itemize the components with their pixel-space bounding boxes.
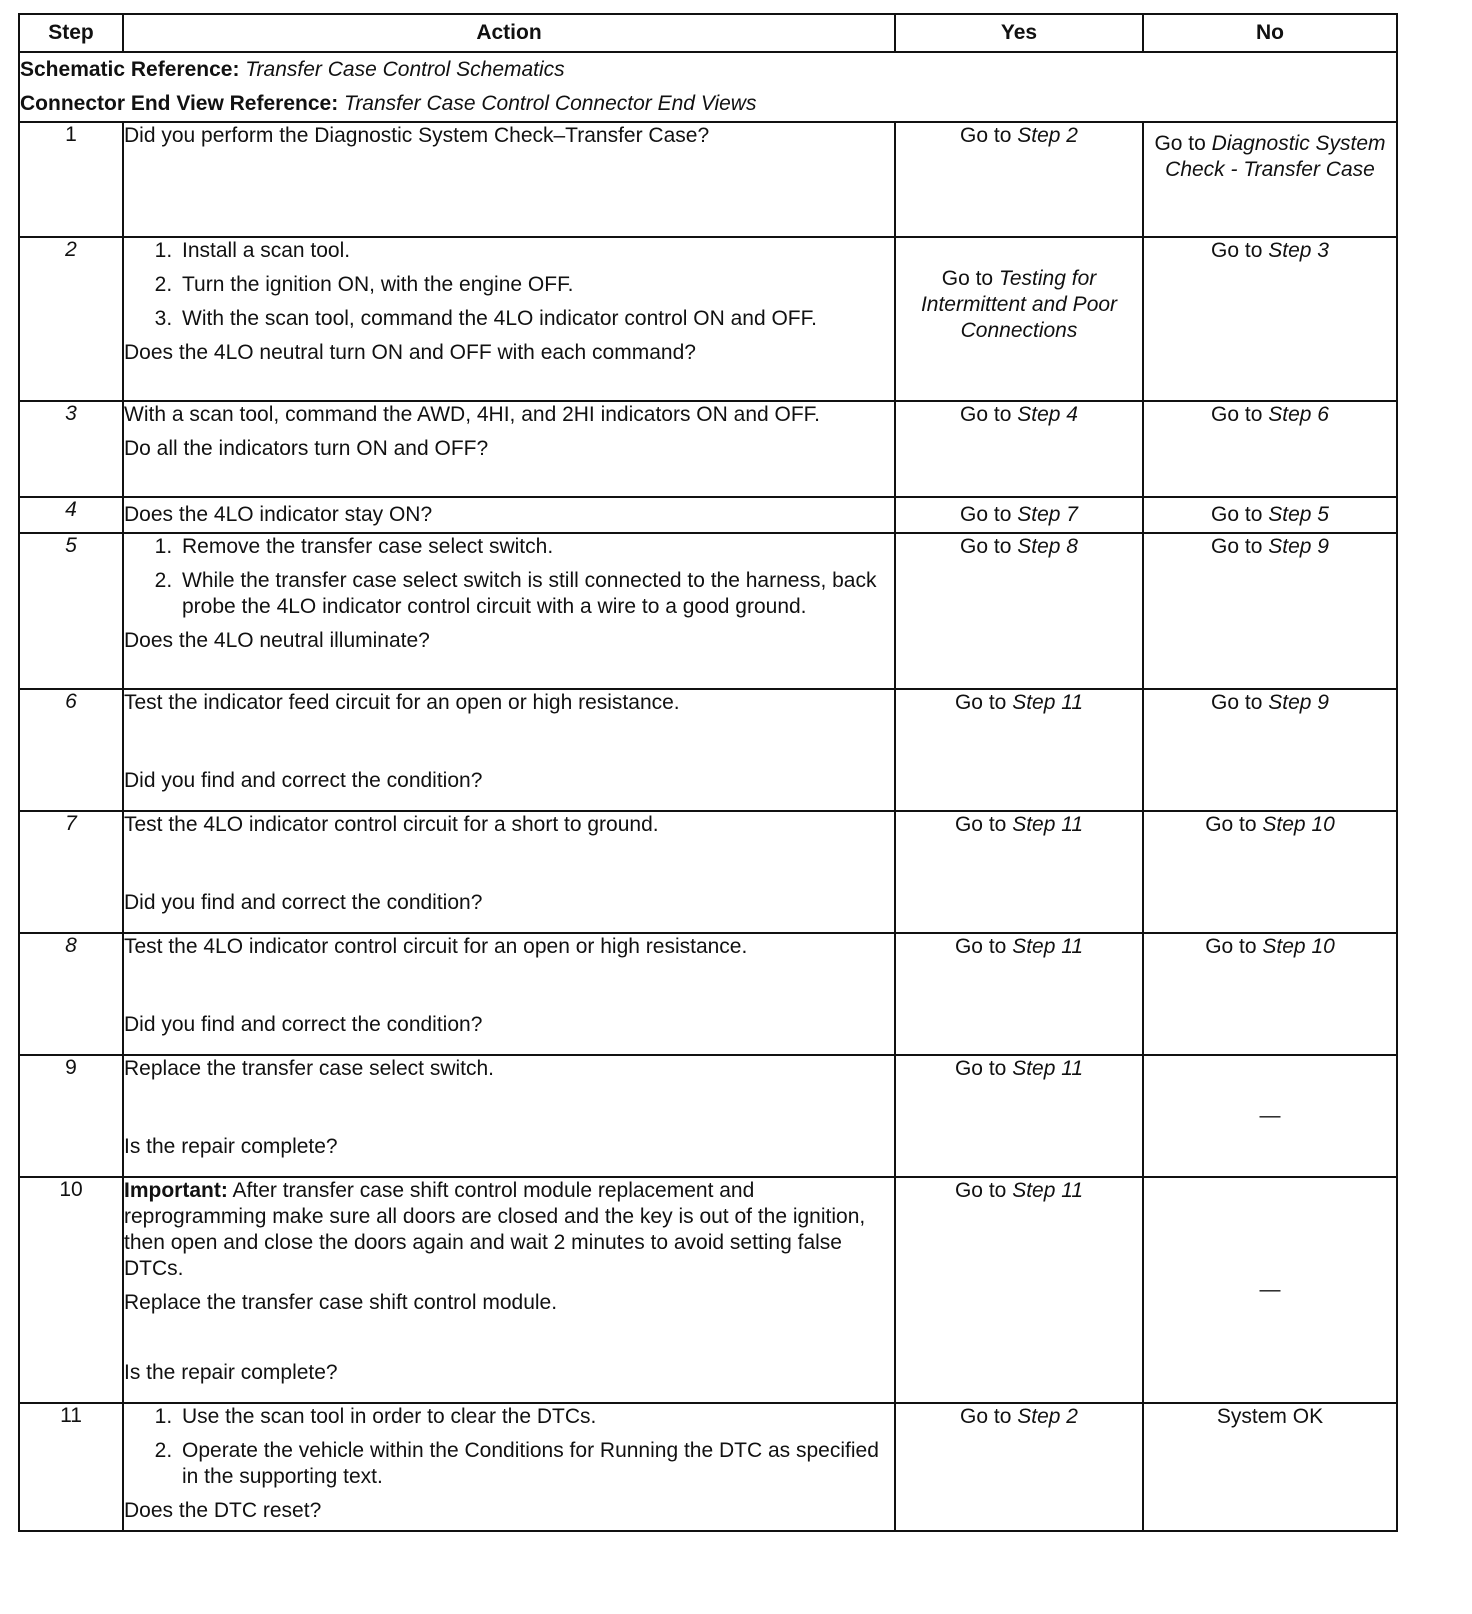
action-cell [123,689,895,811]
yes-link[interactable]: Step 11 [1012,1057,1084,1080]
action-text: With a scan tool, command the AWD, 4HI, and 2HI indicators ON and OFF. [124,403,821,426]
table-row [19,533,1397,689]
action-cell [123,1055,895,1177]
action-cell [123,811,895,933]
yes-link[interactable]: Step 2 [1017,1405,1078,1428]
action-step-item: 3. With the scan tool, command the 4LO indicator control ON and OFF. [178,306,894,332]
important-text: After transfer case shift control module replacement and reprogramming make sure all doors are closed and the key is out of the ignition, then open and close the doors again and wait 2 minutes to avoid setting false DTCs. [124,1179,866,1280]
yes-cell [895,811,1143,933]
no-link[interactable]: Step 5 [1268,503,1329,526]
yes-prefix: Go to [941,267,994,290]
action-text: Test the indicator feed circuit for an open or high resistance. [124,691,680,714]
table-row [19,122,1397,237]
header-yes: Yes [895,14,1143,52]
connector-reference-link[interactable]: Transfer Case Control Connector End Views [344,92,757,115]
header-step: Step [19,14,123,52]
no-link[interactable]: Step 9 [1268,691,1329,714]
no-link[interactable]: Diagnostic System Check - Transfer Case [1165,132,1386,181]
no-cell [1143,497,1397,533]
no-cell [1143,401,1397,497]
step-number: 10 [19,1177,123,1403]
yes-prefix: Go to [960,403,1012,426]
action-text: Test the 4LO indicator control circuit for an open or high resistance. [124,935,748,958]
table-row [19,689,1397,811]
action-text: Test the 4LO indicator control circuit for a short to ground. [124,813,659,836]
schematic-reference-link[interactable]: Transfer Case Control Schematics [245,58,565,81]
no-cell [1143,533,1397,689]
yes-cell [895,497,1143,533]
step-number: 7 [19,811,123,933]
yes-prefix: Go to [954,1057,1007,1080]
action-step-item: 1. Install a scan tool. [178,238,894,264]
action-question: Does the 4LO neutral turn ON and OFF with each command? [124,341,696,364]
no-cell [1143,933,1397,1055]
connector-reference [20,87,1396,121]
header-no: No [1143,14,1397,52]
yes-link[interactable]: Step 8 [1017,535,1078,558]
no-prefix: Go to [1211,691,1263,714]
no-link[interactable]: Step 9 [1268,535,1329,558]
action-question: Does the 4LO neutral illuminate? [124,629,430,652]
important-note [124,1178,894,1282]
no-cell [1143,689,1397,811]
no-link[interactable]: Step 10 [1262,935,1335,958]
yes-cell [895,1177,1143,1403]
no-prefix: Go to [1154,132,1206,155]
yes-cell [895,1403,1143,1531]
schematic-reference-label: Schematic Reference: [20,58,240,81]
header-row [19,14,1397,52]
reference-cell [19,52,1397,122]
yes-prefix: Go to [954,691,1007,714]
no-cell: System OK [1143,1403,1397,1531]
action-cell [123,1177,895,1403]
yes-prefix: Go to [954,1179,1007,1202]
yes-link[interactable]: Step 11 [1012,813,1084,836]
table-row [19,497,1397,533]
table-row [19,811,1397,933]
action-step-item: 1. Remove the transfer case select switch. [178,534,894,560]
no-cell: — [1143,1055,1397,1177]
no-cell [1143,237,1397,401]
action-cell [123,122,895,237]
action-question: Did you find and correct the condition? [124,769,483,792]
step-number: 3 [19,401,123,497]
action-cell [123,933,895,1055]
step-number: 4 [19,497,123,533]
no-prefix: Go to [1211,535,1263,558]
action-question: Do all the indicators turn ON and OFF? [124,437,489,460]
yes-cell [895,533,1143,689]
yes-link[interactable]: Testing for Intermittent and Poor Connections [920,267,1118,342]
action-cell [123,1403,895,1531]
yes-cell [895,122,1143,237]
action-steps [124,1404,894,1490]
yes-cell [895,933,1143,1055]
step-number: 5 [19,533,123,689]
no-prefix: Go to [1211,503,1263,526]
yes-link[interactable]: Step 2 [1017,124,1078,147]
yes-link[interactable]: Step 11 [1012,691,1084,714]
yes-prefix: Go to [960,124,1012,147]
yes-prefix: Go to [954,935,1007,958]
no-link[interactable]: Step 3 [1268,239,1329,262]
action-text: Replace the transfer case shift control module. [124,1291,558,1314]
action-cell [123,497,895,533]
action-step-item: 2. Operate the vehicle within the Conditions for Running the DTC as specified in the supporting text. [178,1438,894,1490]
yes-cell [895,237,1143,401]
action-step-item: 1. Use the scan tool in order to clear the DTCs. [178,1404,894,1430]
action-question: Did you find and correct the condition? [124,1013,483,1036]
schematic-reference [20,53,1396,87]
reference-row [19,52,1397,122]
diagnostic-table [18,13,1398,1532]
yes-cell [895,689,1143,811]
yes-prefix: Go to [960,1405,1012,1428]
action-question: Did you find and correct the condition? [124,891,483,914]
step-number: 6 [19,689,123,811]
table-row [19,933,1397,1055]
action-steps [124,238,894,332]
yes-prefix: Go to [954,813,1007,836]
no-cell [1143,122,1397,237]
action-step-item: 2. Turn the ignition ON, with the engine OFF. [178,272,894,298]
action-cell [123,401,895,497]
yes-link[interactable]: Step 11 [1012,935,1084,958]
table-row [19,1177,1397,1403]
action-steps [124,534,894,620]
action-question: Does the 4LO indicator stay ON? [124,503,433,526]
yes-cell [895,1055,1143,1177]
action-step-item: 2. While the transfer case select switch is still connected to the harness, back probe the 4LO indicator control circuit with a wire to a good ground. [178,568,894,620]
no-link[interactable]: Step 10 [1262,813,1335,836]
yes-link[interactable]: Step 11 [1012,1179,1084,1202]
action-text: Replace the transfer case select switch. [124,1057,495,1080]
no-prefix: Go to [1211,403,1263,426]
step-number: 2 [19,237,123,401]
step-number: 1 [19,122,123,237]
action-question: Is the repair complete? [124,1361,338,1384]
yes-link[interactable]: Step 7 [1017,503,1078,526]
no-link[interactable]: Step 6 [1268,403,1329,426]
step-number: 9 [19,1055,123,1177]
connector-reference-label: Connector End View Reference: [20,92,339,115]
no-cell [1143,811,1397,933]
yes-prefix: Go to [960,535,1012,558]
no-prefix: Go to [1205,813,1257,836]
important-label: Important: [124,1179,228,1202]
yes-prefix: Go to [960,503,1012,526]
action-question: Does the DTC reset? [124,1499,322,1522]
table-row [19,237,1397,401]
action-question: Did you perform the Diagnostic System Check–Transfer Case? [124,124,710,147]
action-question: Is the repair complete? [124,1135,338,1158]
yes-cell [895,401,1143,497]
table-row [19,401,1397,497]
action-cell [123,237,895,401]
table-row [19,1055,1397,1177]
no-cell: — [1143,1177,1397,1403]
table-row [19,1403,1397,1531]
step-number: 8 [19,933,123,1055]
no-prefix: Go to [1211,239,1263,262]
step-number: 11 [19,1403,123,1531]
action-cell [123,533,895,689]
header-action: Action [123,14,895,52]
yes-link[interactable]: Step 4 [1017,403,1078,426]
no-prefix: Go to [1205,935,1257,958]
